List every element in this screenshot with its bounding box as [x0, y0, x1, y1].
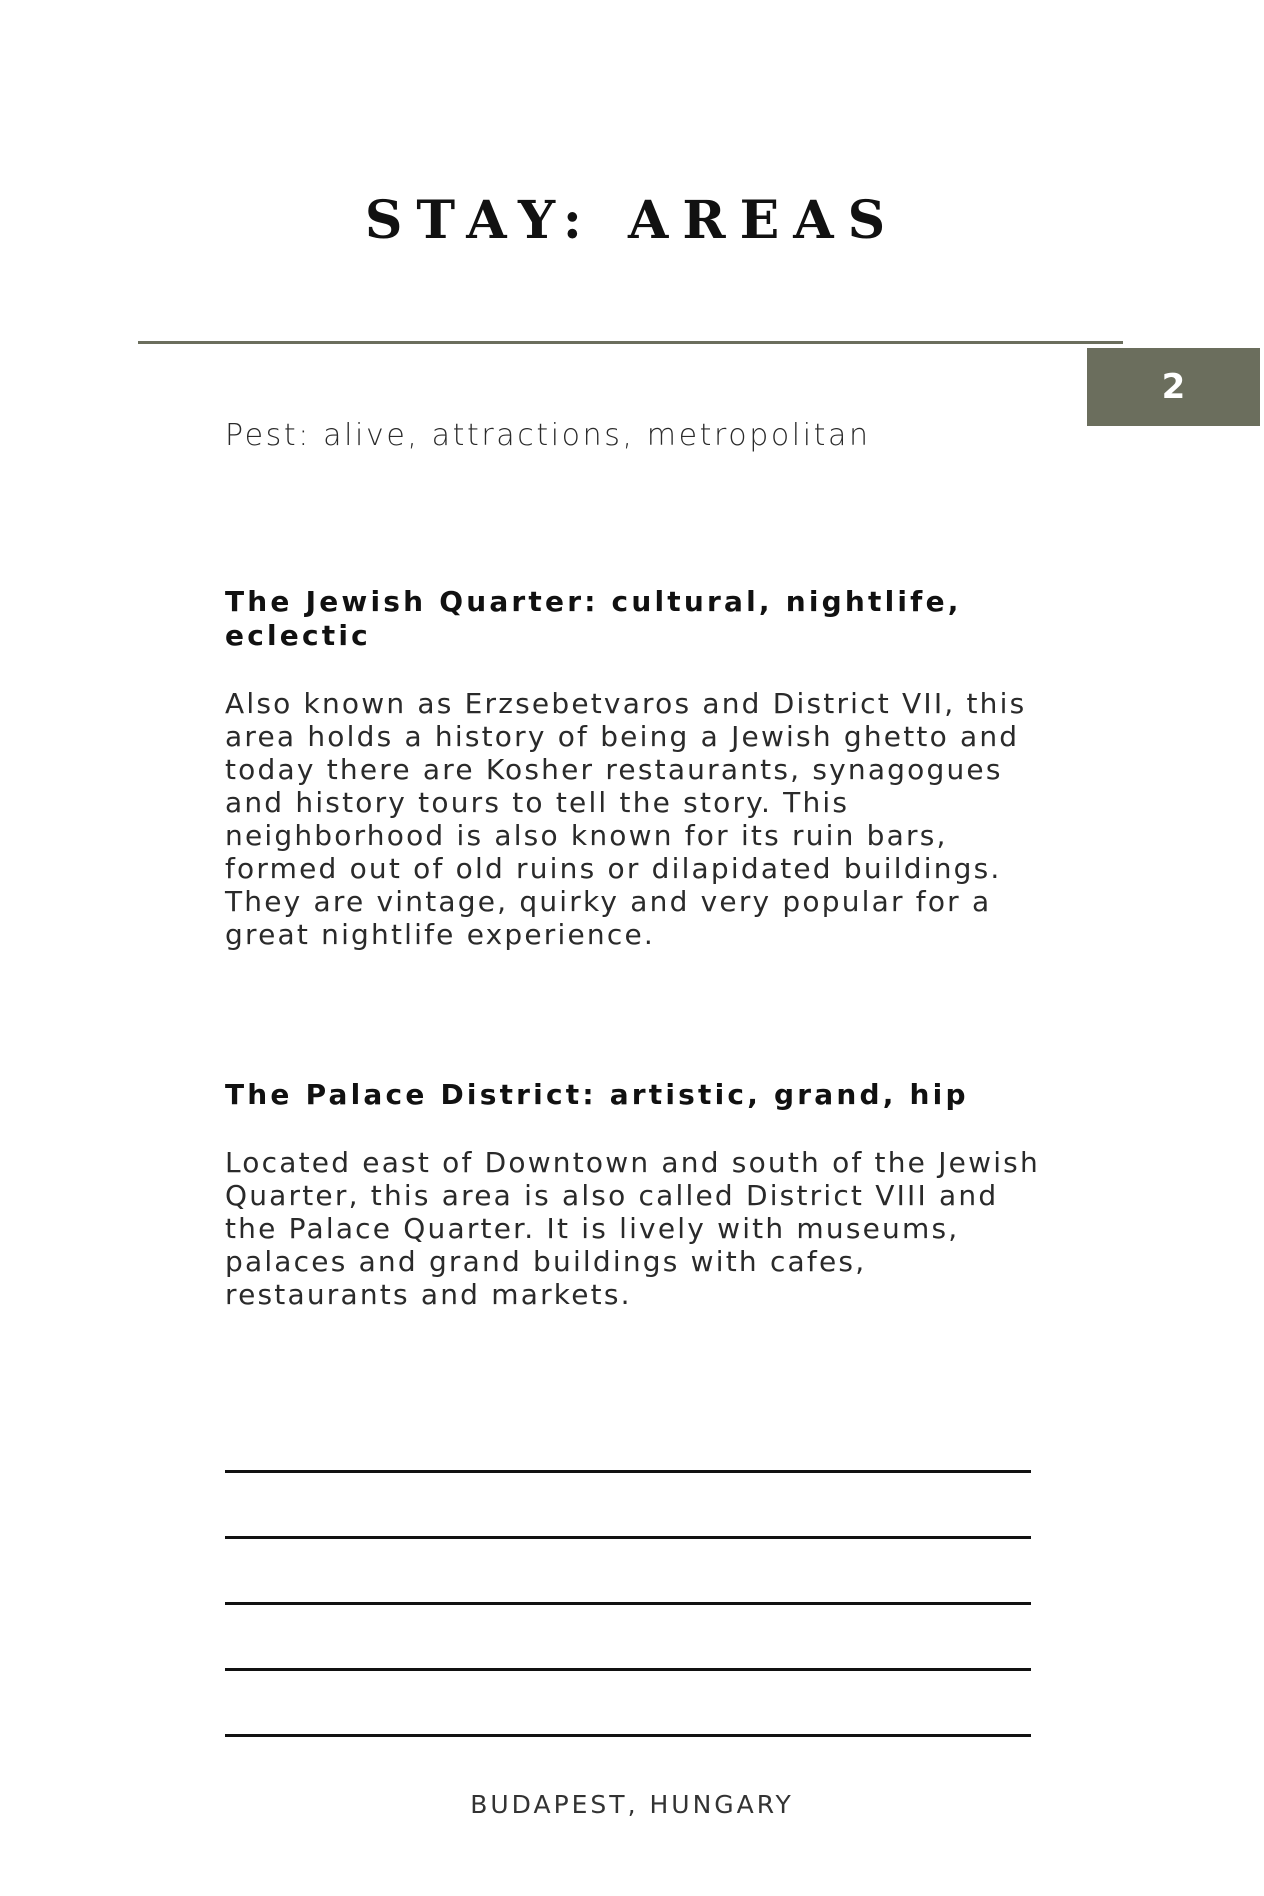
page-title: STAY: AREAS: [364, 190, 900, 251]
section-heading: The Jewish Quarter: cultural, nightlife, eclectic: [225, 585, 962, 652]
section-body: Also known as Erzsebetvaros and District VII, this area holds a history of being a Jewish ghetto and today there are Kosher restaurants, synagogues and history tours to tell the story. This neighborhood is also known for its ruin bars, formed out of old ruins or dilapidated buildings. They are vintage, quirky and very popular for a great nightlife experience.: [225, 687, 1027, 951]
note-line: [225, 1734, 1031, 1737]
section-body: Located east of Downtown and south of the Jewish Quarter, this area is also called District VIII and the Palace Quarter. It is lively with museums, palaces and grand buildings with cafes, restaurants and markets.: [225, 1146, 1040, 1311]
note-line: [225, 1536, 1031, 1539]
note-line: [225, 1470, 1031, 1473]
page-footer: BUDAPEST, HUNGARY: [470, 1790, 794, 1819]
page-number-badge: 2: [1087, 348, 1260, 426]
notes-lines: [225, 1470, 1031, 1800]
note-line: [225, 1602, 1031, 1605]
section-palace-district: [225, 1078, 1055, 1311]
section-jewish-quarter: [225, 585, 1055, 951]
section-heading: The Palace District: artistic, grand, hip: [225, 1078, 969, 1111]
title-divider: [138, 341, 1123, 344]
page-subtitle: Pest: alive, attractions, metropolitan: [225, 418, 871, 453]
note-line: [225, 1668, 1031, 1671]
